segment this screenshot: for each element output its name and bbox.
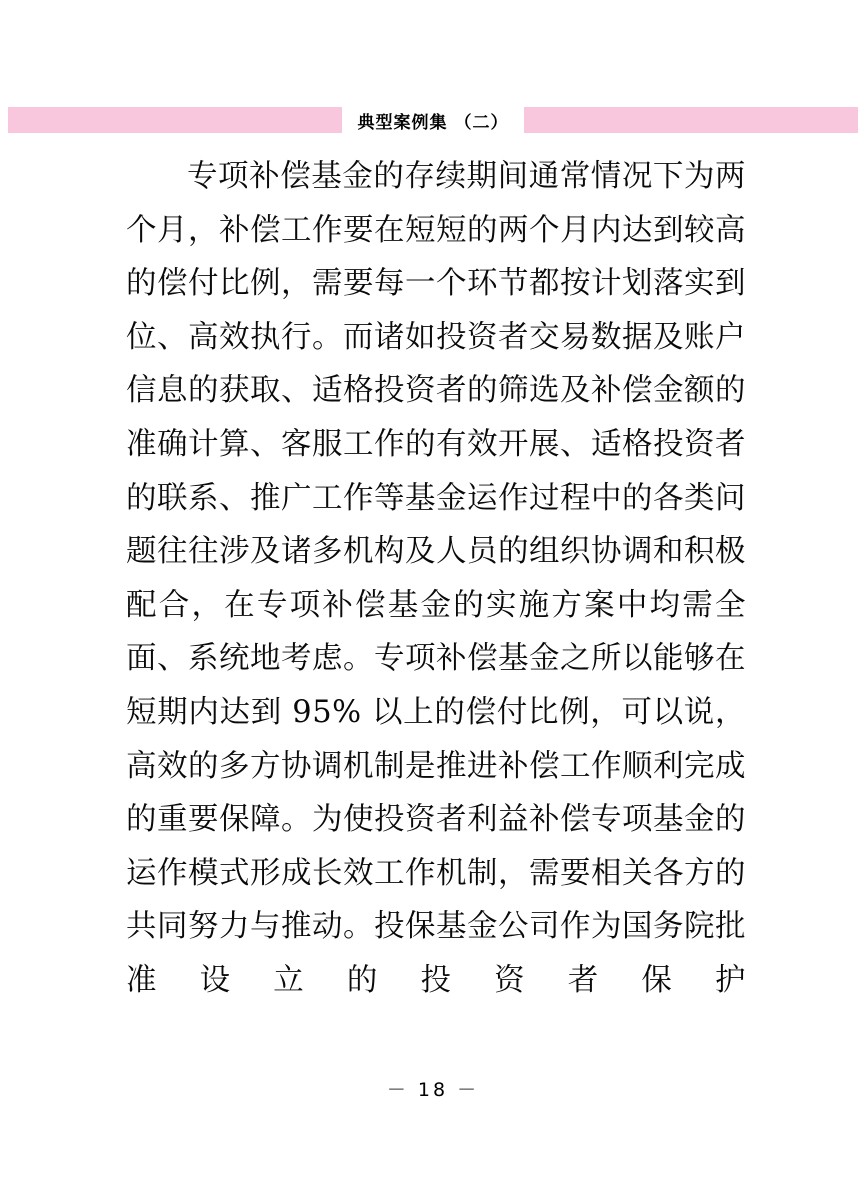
header-band-right [524,107,858,133]
page-footer [0,1075,866,1102]
header-title-container [342,107,525,133]
running-header [8,104,858,136]
header-band-left [8,107,342,133]
page-title: 典型案例集 （二） [357,112,509,133]
body-text-area [126,150,746,1008]
page-number: － 18 － [386,1079,480,1101]
body-paragraph: 专项补偿基金的存续期间通常情况下为两个月，补偿工作要在短短的两个月内达到较高的偿付比例，需要每一个环节都按计划落实到位、高效执行。而诸如投资者交易数据及账户信息的获取、适格投资者的筛选及补偿金额的准确计算、客服工作的有效开展、适格投资者的联系、推广工作等基金运作过程中的各类问题往往涉及诸多机构及人员的组织协调和积极配合，在专项补偿基金的实施方案中均需全面、系统地考虑。专项补偿基金之所以能够在短期内达到 95% 以上的偿付比例，可以说，高效的多方协调机制是推进补偿工作顺利完成的重要保障。为使投资者利益补偿专项基金的运作模式形成长效工作机制，需要相关各方的共同努力与推动。投保基金公司作为国务院批准设立的投资者保护 [126,159,746,998]
